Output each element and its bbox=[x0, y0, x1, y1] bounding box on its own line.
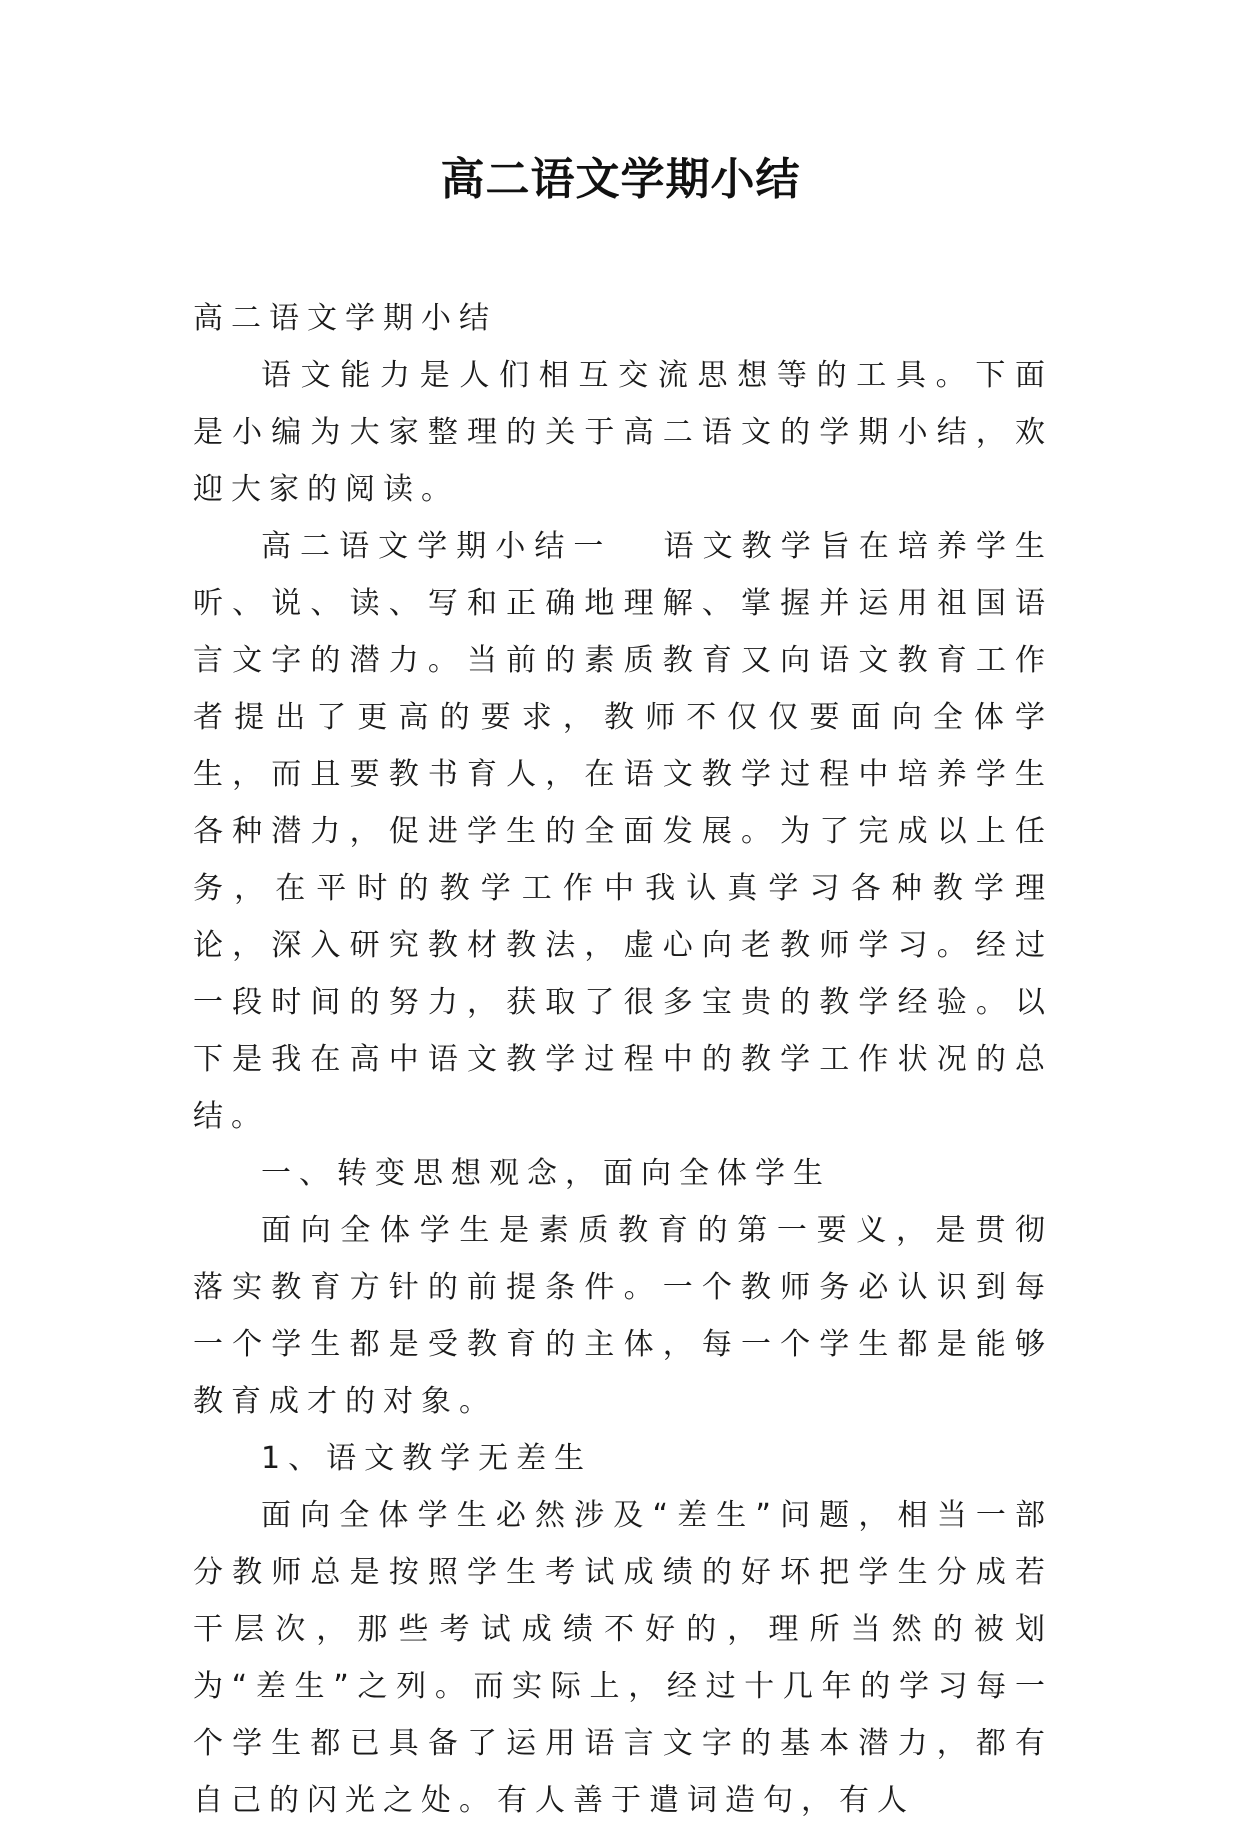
paragraph-subheading-2: 1、语文教学无差生 bbox=[261, 1441, 593, 1476]
paragraph-heading: 高二语文学期小结 bbox=[193, 301, 497, 336]
document-body bbox=[193, 290, 1053, 1829]
paragraph-students: 面向全体学生是素质教育的第一要义，是贯彻落实教育方针的前提条件。一个教师务必认识到每一个学生都是受教育的主体，每一个学生都是能够教育成才的对象。 bbox=[193, 1213, 1053, 1419]
paragraph-section-one bbox=[193, 518, 1053, 1145]
paragraph-subheading-1: 一、转变思想观念，面向全体学生 bbox=[261, 1156, 831, 1191]
paragraph-intro: 语文能力是人们相互交流思想等的工具。下面是小编为大家整理的关于高二语文的学期小结，欢迎大家的阅读。 bbox=[193, 358, 1053, 507]
section-one-text: 语文教学旨在培养学生听、说、读、写和正确地理解、掌握并运用祖国语言文字的潜力。当前的素质教育又向语文教育工作者提出了更高的要求，教师不仅仅要面向全体学生，而且要教书育人，在语文教学过程中培养学生各种潜力，促进学生的全面发展。为了完成以上任务，在平时的教学工作中我认真学习各种教学理论，深入研究教材教法，虚心向老教师学习。经过一段时间的努力，获取了很多宝贵的教学经验。以下是我在高中语文教学过程中的教学工作状况的总结。 bbox=[193, 529, 1054, 1134]
document-title: 高二语文学期小结 bbox=[440, 154, 801, 205]
paragraph-no-poor-students: 面向全体学生必然涉及“差生”问题，相当一部分教师总是按照学生考试成绩的好坏把学生分成若干层次，那些考试成绩不好的，理所当然的被划为“差生”之列。而实际上，经过十几年的学习每一个学生都已具备了运用语言文字的基本潜力，都有自己的闪光之处。有人善于遣词造句，有人 bbox=[193, 1498, 1053, 1818]
section-one-title: 高二语文学期小结一 bbox=[261, 529, 613, 564]
